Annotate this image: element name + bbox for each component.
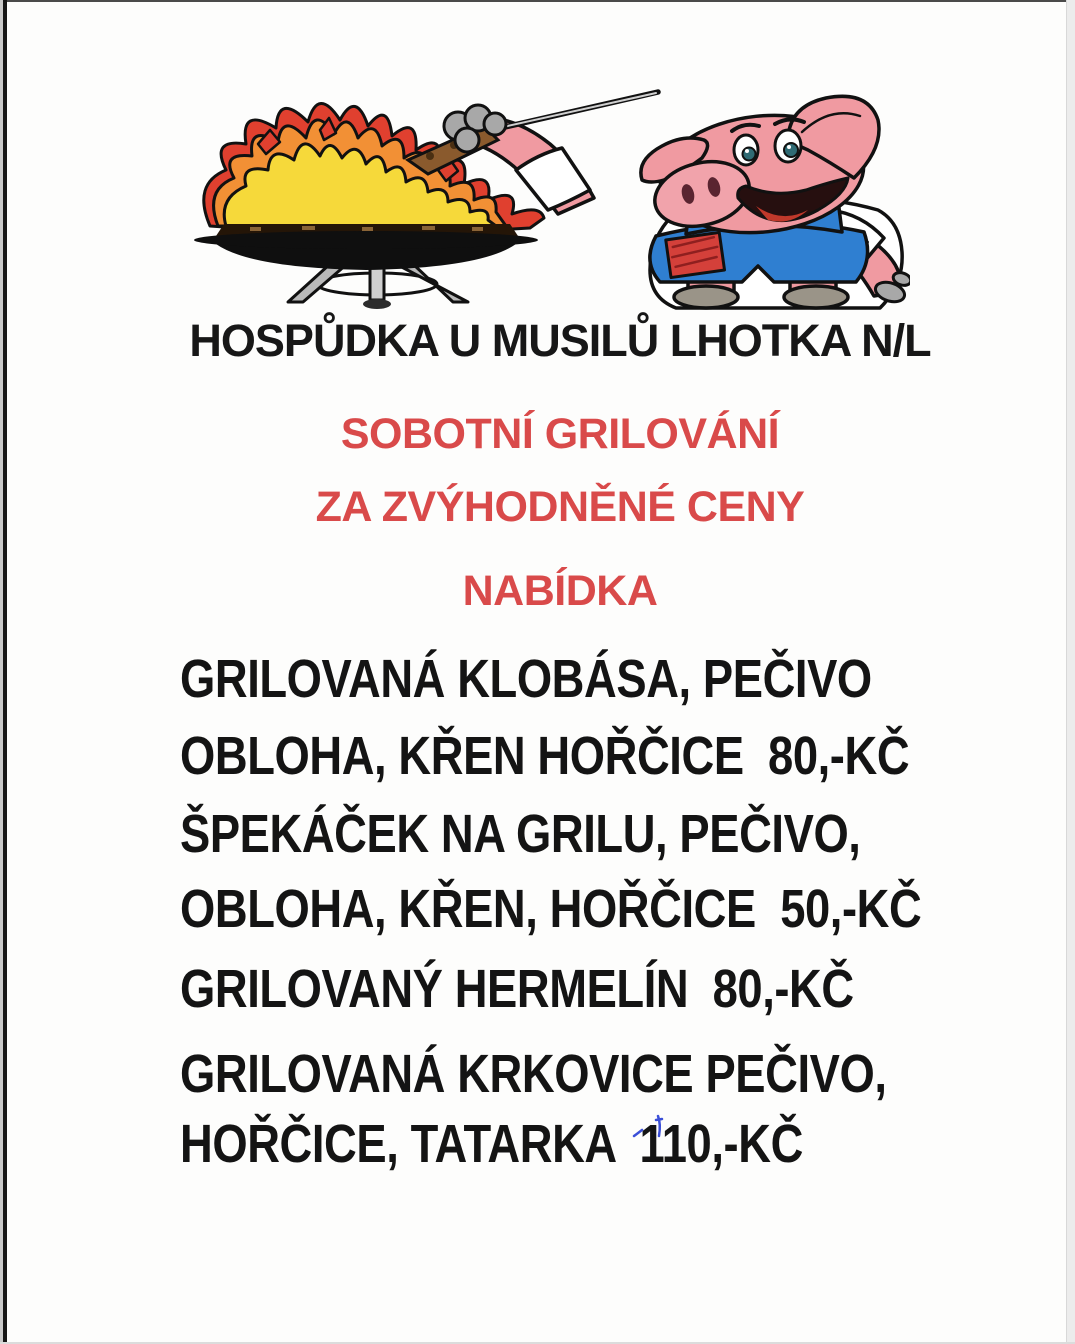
menu-item-1-line-2: OBLOHA, KŘEN HOŘČICE 80,-KČ: [180, 726, 910, 786]
menu-item-4-line-1: GRILOVANÁ KRKOVICE PEČIVO,: [180, 1044, 887, 1104]
pig-grilling-illustration: [190, 86, 910, 314]
heading-saturday-grilling: SOBOTNÍ GRILOVÁNÍ: [340, 410, 780, 458]
menu-item-4-line-2: HOŘČICE, TATARKA 110,-KČ: [180, 1114, 803, 1174]
poster-title: HOSPŮDKA U MUSILŮ LHOTKA N/L: [189, 315, 931, 366]
heading-offer: NABÍDKA: [462, 567, 658, 615]
pig-chef-icon: [458, 96, 910, 308]
menu-item-3-line-1: GRILOVANÝ HERMELÍN 80,-KČ: [180, 959, 854, 1019]
menu-item-2-line-1: ŠPEKÁČEK NA GRILU, PEČIVO,: [180, 804, 861, 864]
menu-item-2-line-2: OBLOHA, KŘEN, HOŘČICE 50,-KČ: [180, 879, 922, 939]
blue-pen-mark: [628, 1110, 678, 1146]
scan-edge-right: [1066, 0, 1075, 1344]
heading-discounted-prices: ZA ZVÝHODNĚNÉ CENY: [315, 483, 805, 531]
overalls-patch: [666, 232, 725, 277]
scan-edge-top: [0, 0, 1075, 2]
scan-edge-left-black: [3, 0, 7, 1344]
menu-item-1-line-1: GRILOVANÁ KLOBÁSA, PEČIVO: [180, 649, 872, 709]
